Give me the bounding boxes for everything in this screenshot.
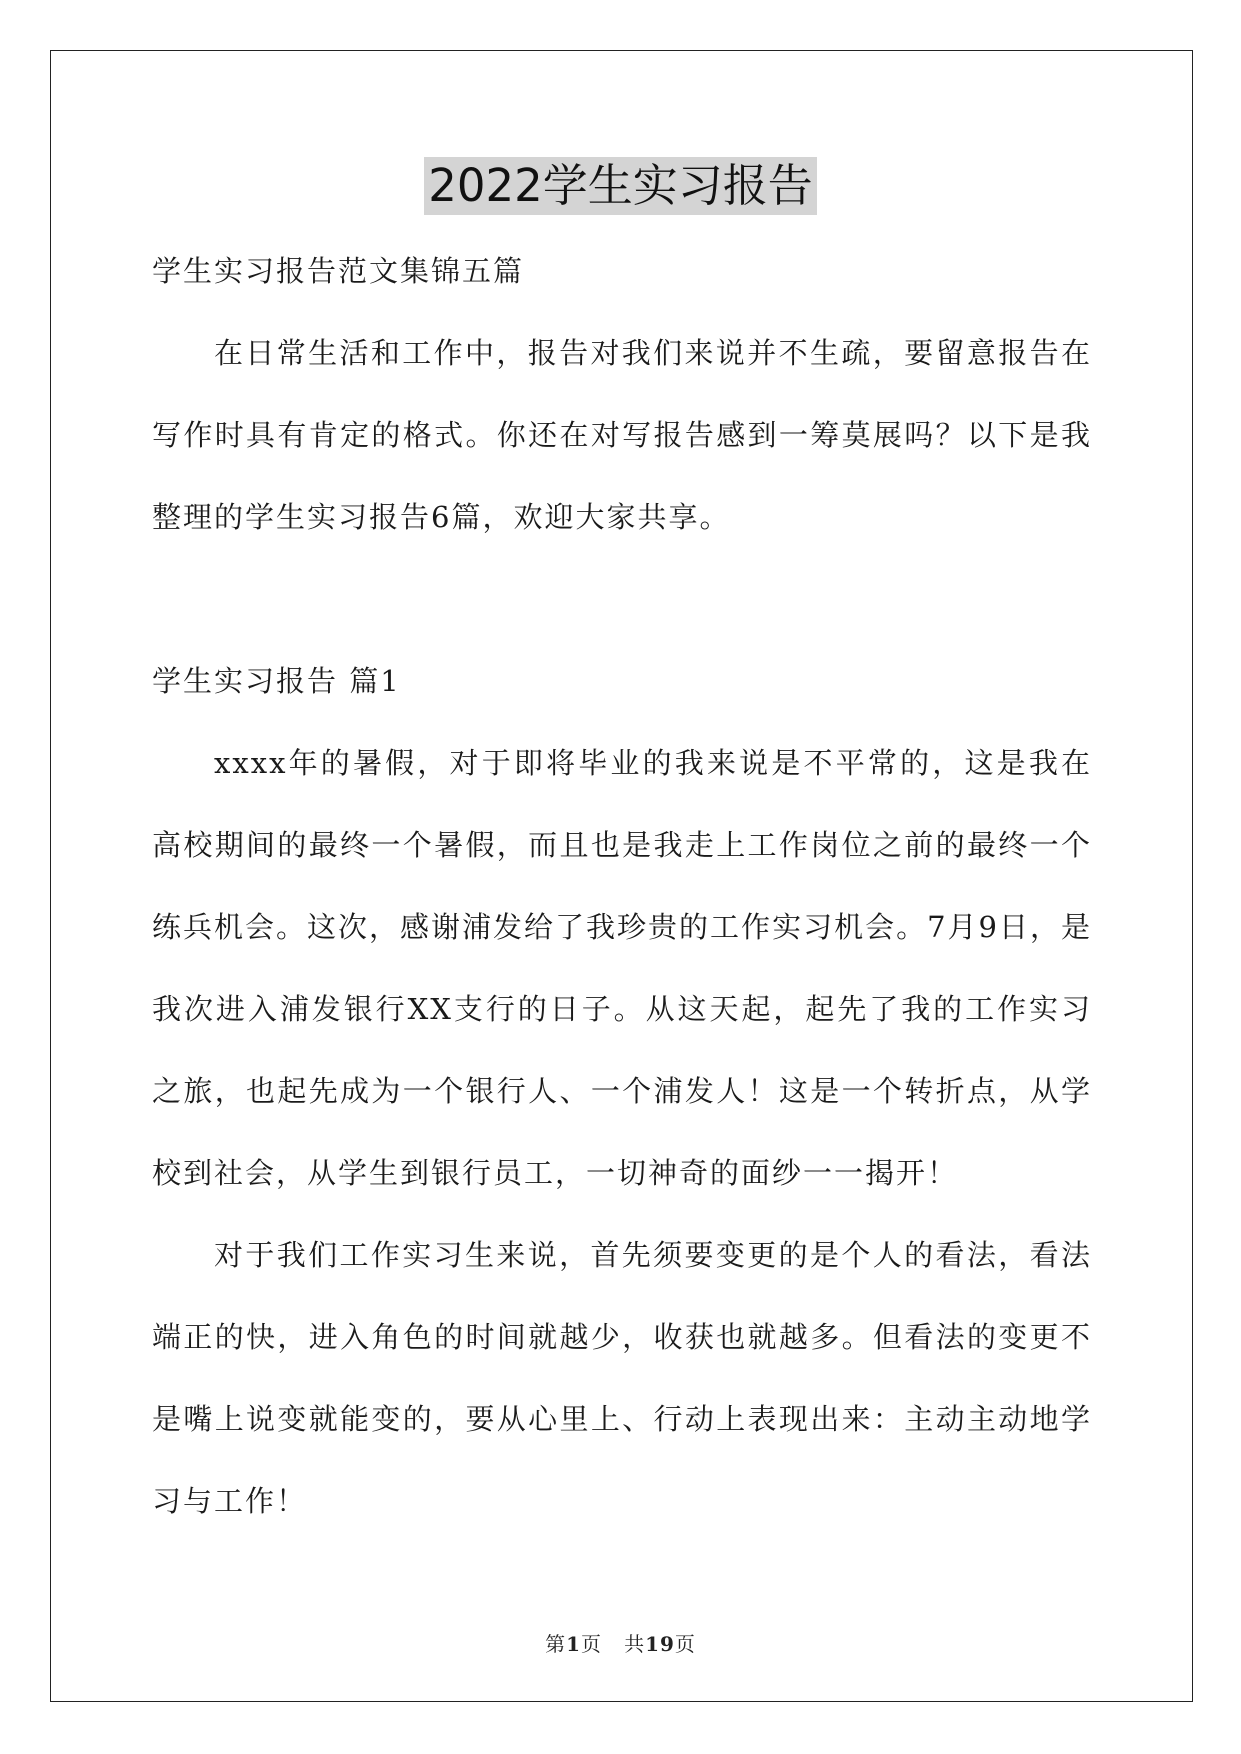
section-heading: 学生实习报告 篇1 (152, 664, 401, 698)
document-subtitle: 学生实习报告范文集锦五篇 (152, 254, 525, 288)
body-paragraph-1: xxxx年的暑假，对于即将毕业的我来说是不平常的，这是我在高校期间的最终一个暑假，而且也是我走上工作岗位之前的最终一个练兵机会。这次，感谢浦发给了我珍贵的工作实习机会。7月9日，是我次进入浦发银行XX支行的日子。从这天起，起先了我的工作实习之旅，也起先成为一个银行人、一个浦发人！这是一个转折点，从学校到社会，从学生到银行员工，一切神奇的面纱一一揭开！ (152, 746, 1092, 1190)
document-body (152, 230, 1092, 1542)
intro-paragraph: 在日常生活和工作中，报告对我们来说并不生疏，要留意报告在写作时具有肯定的格式。你还在对写报告感到一筹莫展吗？以下是我整理的学生实习报告6篇，欢迎大家共享。 (152, 336, 1092, 534)
body-paragraph-2: 对于我们工作实习生来说，首先须要变更的是个人的看法，看法端正的快，进入角色的时间就越少，收获也就越多。但看法的变更不是嘴上说变就能变的，要从心里上、行动上表现出来：主动主动地学习与工作！ (152, 1238, 1092, 1518)
total-prefix: 共 (624, 1632, 646, 1656)
total-pages: 19 (645, 1632, 675, 1656)
page-number: 1 (566, 1632, 581, 1656)
page-prefix: 第 (545, 1632, 567, 1656)
title-container (0, 157, 1241, 215)
document-title: 2022学生实习报告 (424, 157, 817, 215)
page-footer (0, 1628, 1241, 1657)
page-suffix: 页 (581, 1632, 602, 1656)
total-suffix: 页 (674, 1632, 696, 1656)
spacer (152, 558, 1092, 640)
